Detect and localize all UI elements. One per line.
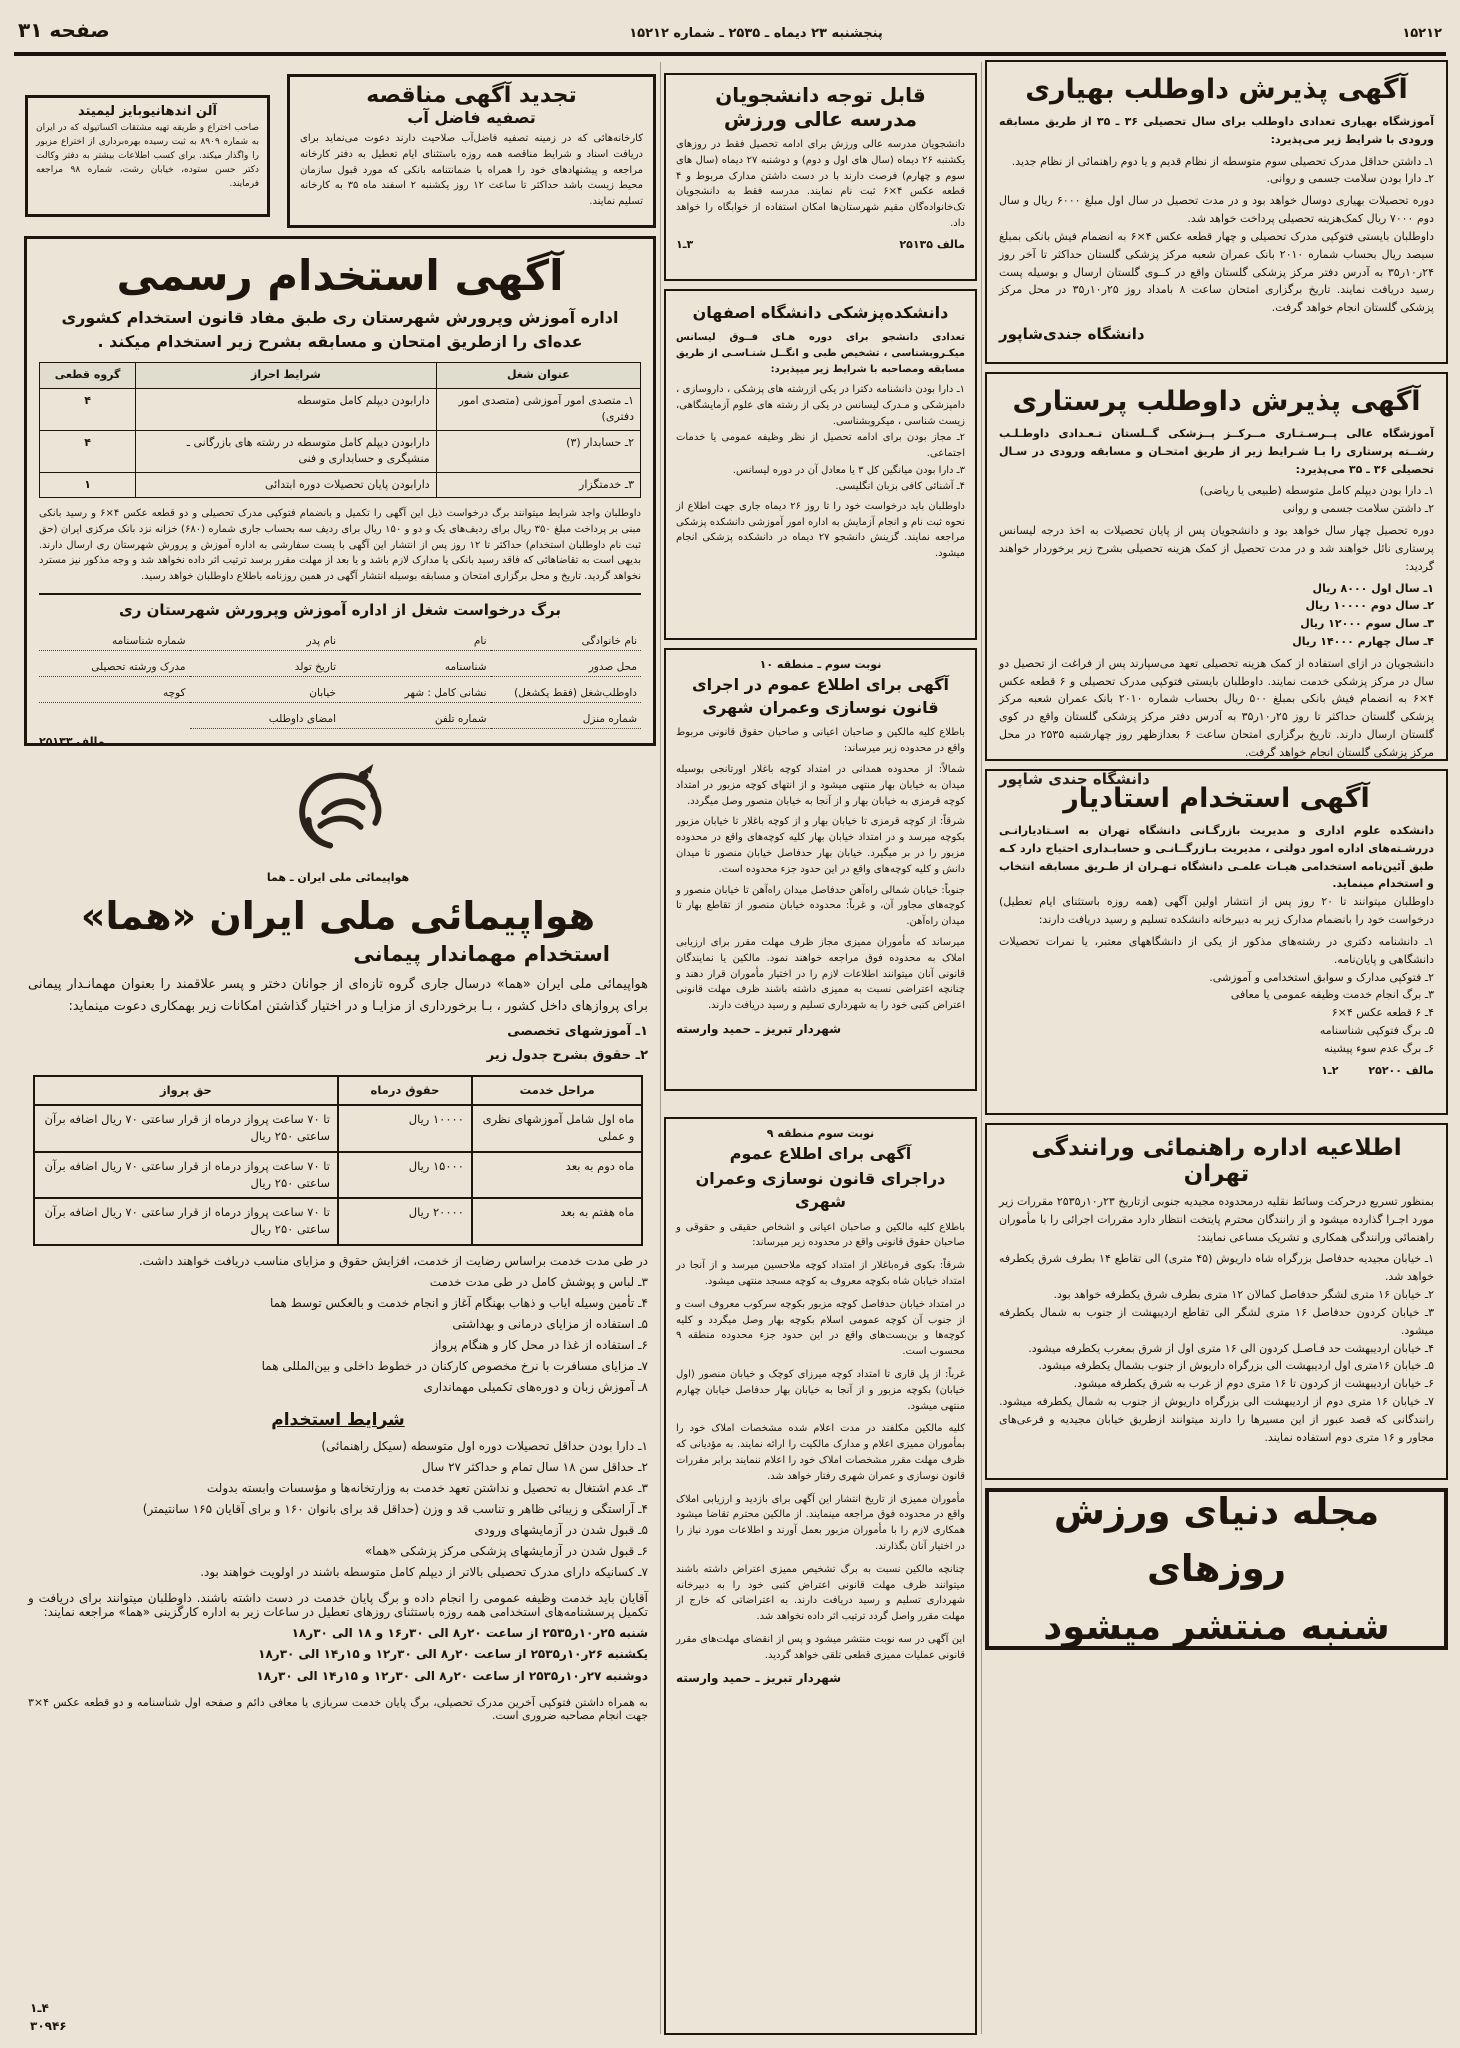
condition-item: ۵ـ قبول شدن در آزمایشهای ورودی xyxy=(474,1522,648,1537)
condition-list xyxy=(676,382,965,495)
ad-paragraph: دانشکده علوم اداری و مدیریت بازرگـانی دانشگاه تهران به اسـتادیارانـی دررشـته‌های اداره امور دولتی ، مدیریت بـازرگــانـی و حسابـداری احتیاج دارد کـه طبق آئین‌نامه استخدامی هیـات علمـی دانشگاه تـهـران از طـریق مسابقه انتخاب و استخدام مینماید. xyxy=(999,824,1434,891)
document-item: ۴ـ ۶ قطعه عکس ۴×۶ xyxy=(1331,1006,1434,1020)
ad-intro: آموزشگاه بهیاری تعدادی داوطلب برای سال تحصیلی ۳۶ ـ ۳۵ از طریق مسابقه ورودی با شرایط زیر می‌پذیرد: xyxy=(999,115,1434,146)
lead-benefit-item: ۲ـ حقوق بشرح جدول زیر xyxy=(486,1047,648,1063)
ad-body: کارخانه‌هائی که در زمینه تصفیه فاضل‌آب صلاحیت دارند دعوت می‌نماید برای دریافت اسناد و شرایط مناقصه همه روزه باستثنای ایام تعطیل به دفتر کارخانه مراجعه و پیشنهادهای خود را همراه با ضمانتنامه بانکی که مورد قبول سازمان محیط زیست باشد حداکثر تا ساعت ۱۲ روز یکشنبه ۲ اسفند ماه ۳۵ به کارخانه تسلیم نمایند. xyxy=(300,133,643,208)
benefit-item: ۷ـ مزایای مسافرت با نرخ مخصوص کارکنان در خطوط داخلی و بین‌المللی هما xyxy=(261,1358,648,1373)
condition-item: ۱ـ دارا بودن دیپلم کامل متوسطه (طبیعی یا ریاضی) xyxy=(1199,484,1434,498)
ad-title: آگهی پذیرش داوطلب پرستاری xyxy=(1012,386,1421,417)
ad-paragraph: غرباً: از پل قاری تا امتداد کوچه میرزای کوچک و خیابان منصور (اول خیابان) بکوچه مزبور و از آنجا به خیابان بهار حدفاصل خیابان چهارم منتهی میشود. xyxy=(676,1368,965,1412)
document-item: ۶ـ برگ عدم سوء پیشینه xyxy=(1323,1041,1434,1055)
salary-table-head xyxy=(34,1076,643,1105)
ad-paragraph: در طی مدت خدمت براساس رضایت از خدمت، افزایش حقوق و مزایای مناسب دریافت خواهند داشت. xyxy=(138,1253,648,1268)
lead-benefit-item: ۱ـ آموزشهای تخصصی xyxy=(507,1024,648,1040)
issue-number: ۱۵۲۱۲ xyxy=(1402,26,1442,41)
benefit-item: ۵ـ استفاده از مزایای درمانی و بهداشتی xyxy=(452,1316,648,1331)
document-item: ۱ـ دانشنامه دکتری در رشته‌های مذکور از یکی از دانشگاههای معتبر، یا نمرات تحصیلات دانشگاهی و پایان‌نامه. xyxy=(999,934,1434,966)
column-header-job-title: عنوان شغل xyxy=(436,363,640,389)
magazine-line1: مجله دنیای ورزش روزهای xyxy=(1053,1489,1380,1591)
ad-tender-sewage xyxy=(287,74,656,228)
ad-paragraph: باطلاع کلیه مالکین و صاحبان اعیانی و صاحبان حقوق قانونی مربوط واقع در محدوده زیر میرساند: xyxy=(676,727,965,755)
page-number-label: صفحه ۳۱ xyxy=(18,18,110,42)
document-item: ۳ـ برگ انجام خدمت وظیفه عمومی یا معافی xyxy=(1230,988,1434,1002)
lead-benefit-list xyxy=(20,1018,656,1069)
form-field-label: شماره منزل xyxy=(491,703,642,729)
ad-paragraph: داوطلبان باید درخواست خود را تا روز ۲۶ دیماه جاری جهت اطلاع از نحوه ثبت نام و انجام آزمایش به اداره امور آموزشی دانشکده پزشکی مراجعه نمایند. گزینش دانشجو ۲۷ دیماه در دانشکده پزشکی انجام میشود. xyxy=(676,500,965,560)
ad-paragraph: چنانچه مالکین نسبت به برگ تشخیص ممیزی اعتراض داشته باشند میتوانند ظرف مهلت قانونی اعتراض کتبی خود را به دبیرخانه شهرداری تسلیم و رسید دریافت دارند. به اعتراضاتی که خارج از مهلت مقرر واصل گردد ترتیب اثر داده نخواهد شد. xyxy=(676,1563,965,1623)
ad-signature: شهردار تبریز ـ حمید وارسته xyxy=(676,1021,841,1036)
job-requirement-cell: دارابودن دیپلم کامل متوسطه xyxy=(136,388,437,430)
benefit-item: ۶ـ استفاده از غذا در محل کار و هنگام پرواز xyxy=(432,1337,648,1352)
condition-item: ۲ـ حداقل سن ۱۸ سال تمام و حداکثر ۲۷ سال xyxy=(421,1459,648,1474)
ad-subtitle: استخدام مهماندار پیمانی xyxy=(353,942,610,966)
ad-subtitle-line2: عده‌ای را ازطریق امتحان و مسابقه بشرح زیر استخدام میکند . xyxy=(97,332,583,351)
condition-item: ۱ـ دارا بودن حداقل تحصیلات دوره اول متوسطه (سیکل راهنمائی) xyxy=(321,1438,648,1453)
ad-ref-code: مالف ۲۵۲۰۰ xyxy=(1368,1063,1434,1077)
ad-sports-magazine xyxy=(985,1488,1448,1650)
ad-title-line1: آگهی برای اطلاع عموم xyxy=(729,1144,912,1163)
dateline: پنجشنبه ۲۳ دیماه ـ ۲۵۳۵ ـ شماره ۱۵۲۱۲ xyxy=(629,26,883,41)
iranair-logo-caption: هواپیمائی ملی ایران ـ هما xyxy=(266,871,410,884)
form-field-label: نام xyxy=(340,625,491,651)
form-field-label: نام خانوادگی xyxy=(491,625,642,651)
form-field-label: مدرک ورشته تحصیلی xyxy=(39,651,190,677)
salary-cell: ۲۰۰۰۰ ریال xyxy=(338,1198,472,1245)
ad-paragraph: داوطلبان واجد شرایط میتوانند برگ درخواست ذیل این آگهی را تکمیل و بانضمام فتوکپی مدرک تحصیلی و دو قطعه عکس ۴×۶ و رسید بانکی مبنی بر پرداخت مبلغ ۳۵۰ ریال برای ردیف‌های یک و دو و ۱۵۰ ریال برای ردیف سه بحساب جاری شماره (۶۸۰) خزانه نزد بانک مرکزی ایران (حق ثبت نام داوطلبان استخدام) حداکثر تا ۱۲ روز پس از انتشار این آگهی با پست سفارشی به اداره آموزش و پرورش شهرستان ری ارسال دارند. بدیهی است به تقاضاهائی که فاقد رسید بانکی یا مدارک لازم باشد و یا بعد از مهلت مقرر برسد ترتیب اثر داده نخواهد شد و وجه مذکور نیز مسترد نخواهد گردید. تاریخ و محل برگزاری امتحان و مسابقه بوسیله انتشار آگهی در همین روزنامه باطلاع داوطلبان خواهد رسید. xyxy=(39,508,641,583)
ad-intro: تعدادی دانشجو برای دوره هـای فــوق لیسانس میکـروبشناسی ، تشخیص طبی و انگــل شنـاسـی از طریق مسابقه ومصاحبه با شرایط زیر میپذیرد: xyxy=(676,332,965,375)
ad-ref-code: مالف ۲۵۱۳۳ xyxy=(39,734,105,748)
ad-paragraph: شمالاً: از محدوده همدانی در امتداد کوچه باغلار اورتانجی بوسیله میدان به خیابان بهار منتهی میشود و از انتهای کوچه مزبور در امتداد کوچه قرمزی به خیابان بهار و از آنجا به خیابان منصور وصل میگردد. xyxy=(676,763,965,807)
flightpay-cell: تا ۷۰ ساعت پرواز درماه از قرار ساعتی ۷۰ ریال اضافه برآن ساعتی ۲۵۰ ریال xyxy=(34,1105,338,1152)
conditions-heading: شرایط استخدام xyxy=(271,1409,405,1430)
stage-cell: ماه دوم به بعد xyxy=(472,1152,642,1199)
ad-signature: شهردار تبریز ـ حمید وارسته xyxy=(676,1671,841,1686)
ad-paragraph: دانشجویان در ازای استفاده از کمک هزینه تحصیلی تعهد می‌سپارند پس از فراغت از تحصیل دو سال در مرکز پزشکی خدمت نمایند. داوطلبان بایستی فتوکپی مدرک تحصیلی و ۶ قطعه عکس ۴×۶ به انضمام فیش بانکی بمبلغ ۵۰۰ ریال بحساب شماره ۲۰۱۰ بانک عمران شعبه مرکز پزشکی گلستان حداکثر تا روز ۲۵ر۱۰ر۳۵ به آدرس دفتر مرکز پزشکی گلستان واقع در کوی گلستان ارسال دارند. تاریخ برگزاری امتحان ساعت ۶ بعدازظهر روز چهارشنبه ۲۵۳۵ در محل مرکز پزشکی گلستان انجام خواهد گرفت. xyxy=(999,656,1435,759)
jobs-table-head xyxy=(40,363,641,389)
schedule-list xyxy=(20,1621,656,1690)
form-field-label: شماره شناسنامه xyxy=(39,625,190,651)
ad-title: آگهی برای اطلاع عموم در اجرای قانون نوسازی وعمران شهری xyxy=(691,675,950,718)
ad-subtitle: تصفیه فاضل آب xyxy=(407,108,536,127)
ad-title: آگهی استخدام رسمی xyxy=(116,251,564,300)
flightpay-cell: تا ۷۰ ساعت پرواز درماه از قرار ساعتی ۷۰ ریال اضافه برآن ساعتی ۲۵۰ ریال xyxy=(34,1198,338,1245)
ad-body xyxy=(676,1220,965,1664)
form-field-label: امضای داوطلب xyxy=(190,703,341,729)
form-field-label: کوچه xyxy=(39,677,190,703)
job-grade-cell: ۴ xyxy=(40,388,136,430)
street-rule-item: ۴ـ خیابان اردیبهشت حد فـاصـل کردون الی ۱۶ متری اول از شرق بمغرب یکطرفه میشود. xyxy=(1028,1341,1434,1355)
column-header-salary: حقوق درماه xyxy=(338,1076,472,1105)
jobs-table-body xyxy=(40,388,641,498)
condition-item: ۲ـ دارا بودن سلامت جسمی و روانی. xyxy=(1266,172,1434,186)
schedule-line: دوشنبه ۲۷ر۱۰ر۲۵۳۵ از ساعت ۲۰ر۸ الی ۳۰ر۱۲ و ۱۵ر۱۴ الی ۳۰ر۱۸ xyxy=(256,1668,648,1683)
ad-ref-code: ۳۰۹۴۶ xyxy=(30,2019,67,2033)
ad-subtitle: مدرسه عالی ورزش xyxy=(723,107,918,131)
ad-nursing-admission xyxy=(985,372,1448,788)
ad-paragraph: شرقاً: از کوچه قرمزی تا خیابان بهار و از کوچه باغلار تا خیابان مزبور بکوچه میرسد و در امتداد خیابان بهار کلیه کوچه‌های واقع در محدوده مزبور را در بر میگیرد. خیابان بهار حدفاصل خیابان منصور تا میدان دانش و کلیه کوچه‌های واقع در این حدود جزء محدوده است. xyxy=(676,816,965,875)
benefit-list xyxy=(20,1270,656,1400)
stipend-item: ۲ـ سال دوم ۱۰۰۰۰ ریال xyxy=(1305,599,1434,613)
job-title-cell: ۲ـ حسابدار (۳) xyxy=(436,430,640,472)
form-field-label: شماره تلفن xyxy=(340,703,491,729)
condition-item: ۴ـ آراستگی و زیبائی ظاهر و تناسب قد و وزن (حداقل قد برای بانوان ۱۶۰ و برای آقایان ۱۶۵ سانتیمتر) xyxy=(142,1501,648,1516)
form-field-label: داوطلب‌شغل (فقط یکشغل) xyxy=(491,677,642,703)
ad-paragraph: جنوباً: خیابان شمالی راه‌آهن حدفاصل میدان راه‌آهن تا خیابان منصور و کوچه‌های مجاور آن، و غرباً: محدوده خیابان منصور از تقاطع بهار تا میدان راه‌آهن. xyxy=(676,884,965,928)
document-list xyxy=(999,933,1434,1058)
ad-ref-code: مالف ۲۵۱۳۵ xyxy=(899,237,965,251)
ad-kicker: نوبت سوم منطقه ۹ xyxy=(766,1127,875,1140)
iranair-content xyxy=(20,759,656,2039)
condition-item: ۱ـ دارا بودن دانشنامه دکترا در یکی ازرشته های پزشکی ، داروسازی ، دامپزشکی و مـدرک لیسانس در یکی از رشته های علوم آزمایشگاهی، زیست شناسی ، میکروبشناسی. xyxy=(676,383,965,427)
table-row xyxy=(40,388,641,430)
salary-cell: ۱۵۰۰۰ ریال xyxy=(338,1152,472,1199)
ad-footer xyxy=(30,1999,67,2035)
ad-footer xyxy=(999,1064,1434,1077)
benefit-item: ۴ـ تأمین وسیله ایاب و ذهاب بهنگام آغاز و انجام خدمت و بالعکس توسط هما xyxy=(269,1295,648,1310)
column-header-stage: مراحل خدمت xyxy=(472,1076,642,1105)
street-rule-item: ۷ـ خیابان ۱۶ متری دوم از اردیبهشت الی بزرگراه داریوش از جنوب به شمال یکطرفه میشود. رانندگانی که قصد عبور از این مسیرها را دارند میتوانند ازطریق خیابان مجیدیه و فرعی‌های مجاور و ۱۶ متری دوم استفاده نمایند. xyxy=(999,1394,1434,1444)
job-requirement-cell: دارابودن پایان تحصیلات دوره ابتدائی xyxy=(136,472,437,498)
ad-iranair-recruitment xyxy=(20,753,656,2033)
benefit-item: ۳ـ لباس و پوشش کامل در طی مدت خدمت xyxy=(429,1274,648,1289)
condition-item: ۶ـ قبول شدن در آزمایشهای پزشکی مرکز پزشکی «هما» xyxy=(364,1543,648,1558)
condition-item: ۲ـ داشتن سلامت جسمی و روانی xyxy=(1282,502,1434,516)
condition-item: ۳ـ عدم اشتغال به تحصیل و نداشتن تعهد خدمت به وزارتخانه‌ها و مؤسسات وابسته بدولت xyxy=(206,1480,648,1495)
ad-note: به همراه داشتن فتوکپی آخرین مدرک تحصیلی، برگ پایان خدمت سربازی یا معافی دائم و صفحه اول شناسنامه و دو قطعه عکس ۴×۳ جهت انجام مصاحبه ضروری است. xyxy=(28,1695,648,1722)
condition-list xyxy=(999,482,1434,518)
ad-title: آگهی استخدام استادیار xyxy=(1063,783,1370,814)
ad-behyari-admission xyxy=(985,60,1448,364)
job-grade-cell: ۴ xyxy=(40,430,136,472)
ad-patent-alan xyxy=(25,95,270,217)
ad-paragraph: شرقاً: بکوی قره‌باغلار از امتداد کوچه ملاحسین میرسد و از آنجا در امتداد خیابان شاه بکوچه معروف به کوچه مسجد منتهی میشود. xyxy=(676,1260,965,1287)
salary-table-body xyxy=(34,1105,643,1245)
condition-item: ۱ـ داشتن حداقل مدرک تحصیلی سوم متوسطه از نظام قدیم و یا دوم راهنمائی از نظام جدید. xyxy=(1011,154,1434,168)
condition-item: ۲ـ مجاز بودن برای ادامه تحصیل از نظر وظیفه عمومی یا خدمات اجتماعی. xyxy=(676,432,965,460)
header-rule xyxy=(14,52,1446,56)
street-rule-item: ۵ـ خیابان ۱۶متری اول اردیبهشت الی بزرگراه داریوش از جنوب بشمال یکطرفه میشود. xyxy=(1038,1359,1434,1373)
ad-isfahan-medical xyxy=(664,289,977,640)
ad-paragraph: داوطلبان میتوانند تا ۲۰ روز پس از انتشار اولین آگهی (همه روزه باستثنای ایام تعطیل) درخواست خود را بانضمام مدارک زیر به دبیرخانه دانشکده تسلیم و رسید دریافت دارند: xyxy=(999,895,1434,927)
ad-paragraph: در امتداد خیابان حدفاصل کوچه مزبور بکوچه سرکوب معروف است و از جنوب آن کوچه عمومی اسلام بکوچه بهار وصل میگردد و کلیه کوچه‌ها و بن‌بست‌های واقع در این حدود جزء محدوده منطقه ۹ محسوب است. xyxy=(676,1298,965,1358)
ad-footer xyxy=(39,735,641,748)
form-field-label: نشانی کامل : شهر xyxy=(340,677,491,703)
flightpay-cell: تا ۷۰ ساعت پرواز درماه از قرار ساعتی ۷۰ ریال اضافه برآن ساعتی ۲۵۰ ریال xyxy=(34,1152,338,1199)
stipend-item: ۳ـ سال سوم ۱۲۰۰۰ ریال xyxy=(1300,617,1434,631)
apply-paragraph: آقایان باید خدمت وظیفه عمومی را انجام داده و برگ پایان خدمت در دست داشته باشند. داوطلبان میتوانند برای دریافت و تکمیل پرسشنامه‌های استخدامی همه روزه باستثنای روزهای تعطیل در ساعات زیر به اداره کارگزینی «هما» مراجعه نمایند: xyxy=(28,1590,648,1619)
ad-series-code: ۲ـ۱ xyxy=(1321,1063,1339,1077)
document-item: ۵ـ برگ فتوکپی شناسنامه xyxy=(1319,1023,1434,1037)
request-form-heading: برگ درخواست شغل از اداره آموزش وپرورش شهرستان ری xyxy=(39,593,641,619)
stage-cell: ماه هفتم به بعد xyxy=(472,1198,642,1245)
stipend-item: ۴ـ سال چهارم ۱۴۰۰۰ ریال xyxy=(1292,634,1434,648)
ad-official-employment xyxy=(24,236,656,746)
column-header-requirements: شرایط احراز xyxy=(136,363,437,389)
stage-cell: ماه اول شامل آموزشهای نظری و عملی xyxy=(472,1105,642,1152)
street-rule-item: ۱ـ خیابان مجیدیه حدفاصل بزرگراه شاه داریوش (۴۵ متری) الی تقاطع ۱۴ بطرف شرق یکطرفه خواهد شد. xyxy=(999,1252,1434,1284)
stipend-list xyxy=(999,580,1434,651)
table-row xyxy=(34,1105,643,1152)
ad-paragraph: میرساند که مأموران ممیزی مجاز ظرف مهلت مقرر برای ارزیابی املاک به محدوده فوق مراجعه خواهند نمود. مالکین یا نمایندگان قانونی آنان میتوانند اطلاعات لازم را در اختیار مأموران قرار دهند و چنانچه اعتراضی نسبت به ممیزی داشته باشند ظرف مهلت قانونی اعتراض کتبی خود را به شهرداری تسلیم و رسید دریافت دارند. xyxy=(676,936,965,1012)
column-rule xyxy=(981,62,982,2034)
ad-paragraph: دوره تحصیل چهار سال خواهد بود و دانشجویان پس از پایان تحصیلات به اخذ درجه لیسانس پرستاری نائل خواهند شد و در مدت تحصیل از کمک هزینه تحصیلی بشرح زیر برخوردار خواهند گردید: xyxy=(999,524,1434,573)
salary-cell: ۱۰۰۰۰ ریال xyxy=(338,1105,472,1152)
ad-sports-school-notice xyxy=(664,73,977,281)
street-rule-item: ۲ـ خیابان ۱۶ متری لشگر حدفاصل کمالان ۱۲ متری بطرف شرق یکطرفه خواهد بود. xyxy=(1053,1288,1434,1302)
table-row xyxy=(40,472,641,498)
ad-public-notice-region10 xyxy=(664,648,977,1091)
ad-subtitle-line1: اداره آموزش وپرورش شهرستان ری طبق مفاد قانون استخدام کشوری xyxy=(61,308,619,327)
schedule-line: یکشنبه ۲۶ر۱۰ر۲۵۳۵ از ساعت ۲۰ر۸ الی ۳۰ر۱۲ و ۱۵ر۱۴ الی ۳۰ر۱۸ xyxy=(258,1647,648,1662)
job-title-cell: ۱ـ متصدی امور آموزشی (متصدی امور دفتری) xyxy=(436,388,640,430)
page-header xyxy=(18,18,1442,48)
ad-traffic-notice xyxy=(985,1123,1448,1480)
benefit-item: ۸ـ آموزش زبان و دوره‌های تکمیلی مهمانداری xyxy=(423,1379,648,1394)
salary-table xyxy=(33,1075,644,1246)
form-field-label: شناسنامه xyxy=(340,651,491,677)
ad-kicker: نوبت سوم ـ منطقه ۱۰ xyxy=(759,658,882,671)
ad-paragraph: باطلاع کلیه مالکین و صاحبان اعیانی و اشخاص حقیقی و حقوقی و صاحبان حقوق قانونی واقع در محدوده زیر میرساند: xyxy=(676,1221,965,1249)
stipend-item: ۱ـ سال اول ۸۰۰۰ ریال xyxy=(1312,581,1434,595)
column-header-flightpay: حق پرواز xyxy=(34,1076,338,1105)
condition-item: ۳ـ دارا بودن میانگین کل ۳ یا معادل آن در دوره لیسانس. xyxy=(732,464,965,476)
magazine-line2: شنبه منتشر میشود xyxy=(1043,1604,1390,1648)
table-row xyxy=(34,1198,643,1245)
ad-title-line2: دراجرای قانون نوسازی وعمران شهری xyxy=(695,1169,946,1212)
ad-title: آگهی پذیرش داوطلب بهیاری xyxy=(1025,74,1408,105)
ad-series-code: ۴ـ۱ xyxy=(30,2001,49,2015)
ad-assistant-professor xyxy=(985,769,1448,1115)
ad-signature: دانشگاه جندی شاپور xyxy=(999,769,1150,788)
jobs-table xyxy=(39,362,641,498)
column-header-grade: گروه قطعی xyxy=(40,363,136,389)
conditions-list xyxy=(20,1434,656,1585)
ad-title: قابل توجه دانشجویان xyxy=(715,83,926,107)
street-rule-item: ۶ـ خیابان اردیبهشت از کردون تا ۱۶ متری دوم از غرب به شرق یکطرفه میشود. xyxy=(1073,1377,1434,1391)
ad-body: دانشجویان مدرسه عالی ورزش برای ادامه تحصیل فقط در روزهای یکشنبه ۲۶ دیماه (سال های اول و دوم) و دوشنبه ۲۷ دیماه (سال های سوم و چهارم) فرصت دارند با در دست داشتن مدارک مربوط و ۴ قطعه عکس ۴×۶ ثبت نام نمایند. مدرسه فقط به دانشجویان تک‌خانواده‌گان مقیم شهرستان‌ها امکان استفاده از خوابگاه را خواهد داد. xyxy=(676,139,965,229)
ad-title: هواپیمائی ملی ایران «هما» xyxy=(80,894,596,938)
street-rule-item: ۳ـ خیابان کردون حدفاصل ۱۶ متری لشگر الی تقاطع اردیبهشت از جنوب به شمال یکطرفه میشود. xyxy=(999,1305,1435,1337)
schedule-line: شنبه ۲۵ر۱۰ر۲۵۳۵ از ساعت ۲۰ر۸ الی ۳۰ر۱۶ و ۱۸ الی ۳۰ر۱۸ xyxy=(291,1625,648,1640)
ad-public-notice-region9 xyxy=(664,1117,977,2035)
ad-paragraph: دوره تحصیلات بهیاری دوسال خواهد بود و در مدت تحصیل در سال اول مبلغ ۶۰۰۰ ریال و سال دوم ۷۰۰۰ ریال کمک‌هزینه تحصیلی پرداخت خواهد شد. xyxy=(999,194,1434,226)
ad-paragraph: این آگهی در سه نوبت منتشر میشود و پس از انقضای مهلت‌های مقرر قانونی عملیات ممیزی قطعی تلقی خواهد گردید. xyxy=(676,1633,965,1661)
ad-paragraph: داوطلبان بایستی فتوکپی مدرک تحصیلی و چهار قطعه عکس ۴×۶ به انضمام فیش بانکی بمبلغ سیصد ریال بحساب شماره ۲۰۱۰ بانک عمران شعبه مرکز پزشکی گلستان حداکثر تا آخر روز ۲۴ر۱۰ر۳۵ به آدرس دفتر مرکز پزشکی گلستان واقع در کــوی گلستان ارسال و بوسیله پست رسید دریافت نمایند. تاریخ برگزاری امتحان ساعت ۸ بامداد روز ۲۵ر۱۰ر۳۵ در محل مرکز پزشکی گلستان انجام خواهد گرفت. xyxy=(999,229,1434,315)
ad-body: صاحب اختراع و طریقه تهیه مشتقات اکساتیوله که در ایران به شماره ۸۹۰۹ به ثبت رسیده بهره‌برداری از اختراع مزبور را واگذار میکند. برای کسب اطلاعات بیشتر به دفتر وکالت دکتر حسن ستوده، خیابان رشت، شماره ۹۸ مراجعه فرمایند. xyxy=(36,123,259,189)
ad-title: آلن اندهانیوبایز لیمیتد xyxy=(78,104,217,119)
job-requirement-cell: دارابودن دیپلم کامل متوسطه در رشته های بازرگانی ـ منشیگری و حسابداری و فنی xyxy=(136,430,437,472)
table-row xyxy=(40,430,641,472)
job-title-cell: ۳ـ خدمتگزار xyxy=(436,472,640,498)
condition-item: ۷ـ کسانیکه دارای مدرک تحصیلی بالاتر از دیپلم کامل متوسطه باشند در اولویت خواهند بود. xyxy=(200,1564,648,1579)
document-item: ۲ـ فتوکپی مدارک و سوابق استخدامی و آموزشی. xyxy=(1209,970,1434,984)
street-rule-list xyxy=(999,1250,1434,1446)
ad-series-code: ۳ـ۱ xyxy=(676,237,694,251)
ad-title: اطلاعیه اداره راهنمائی ورانندگی تهران xyxy=(1031,1135,1402,1187)
column-rule xyxy=(660,62,661,2034)
ad-footer xyxy=(676,238,965,251)
ad-intro: هواپیمائی ملی ایران «هما» درسال جاری گروه تازه‌ای از جوانان دختر و پسر علاقمند را بعنوان مهمانـدار پیمانی برای پروازهای داخل کشور ، بـا برخورداری از مزایـا و در اختیار گذاشتن امکانات زیر بهمکاری دعوت مینماید: xyxy=(28,977,648,1015)
form-field-label: محل صدور xyxy=(491,651,642,677)
form-field-label: نام پدر xyxy=(190,625,341,651)
ad-signature: دانشگاه جندی‌شاپور xyxy=(999,324,1145,343)
ad-paragraph: کلیه مالکین مکلفند در مدت اعلام شده مشخصات املاک خود را بمأموران ممیزی اعلام و مدارک مالکیت را ارائه نمایند. به مؤدیانی که ظرف مهلت مقرر مشخصات املاک خود را اعلام ننمایند برابر مقررات قانون نوسازی و عمران شهری رفتار خواهد شد. xyxy=(676,1423,965,1482)
table-row xyxy=(34,1152,643,1199)
condition-list xyxy=(999,153,1434,189)
ad-title: تجدید آگهی مناقصه xyxy=(366,83,577,108)
ad-paragraph: مأموران ممیزی از تاریخ انتشار این آگهی برای بازدید و ارزیابی املاک واقع در محدوده فوق مراجعه مینمایند. از مالکین محترم تقاضا میشود همکاری لازم را با مأموران مزبور بعمل آورند و اطلاعات مورد نیاز را در اختیار آنان بگذارند. xyxy=(676,1493,965,1552)
homa-bird-icon xyxy=(20,759,656,884)
condition-item: ۴ـ آشنائی کافی بزبان انگلیسی. xyxy=(835,480,965,492)
ad-intro: بمنظور تسریع درحرکت وسائط نقلیه درمحدوده مجیدیه جنوبی ازتاریخ ۲۳ر۱۰ر۲۵۳۵ مقررات زیر مورد اجـرا گذارده میشود و از رانندگان محترم پایتخت انتظار دارد مقررات اجرائی را با مأموران راهنمائی ورانندگی همکاری و تشریک مساعی نمایند: xyxy=(999,1195,1434,1244)
form-field-label: تاریخ تولد xyxy=(190,651,341,677)
ad-body xyxy=(676,725,965,1014)
ad-title: دانشکده‌پزشکی دانشگاه اصفهان xyxy=(692,303,949,322)
form-field-label: خیابان xyxy=(190,677,341,703)
request-form-grid xyxy=(39,625,641,729)
job-grade-cell: ۱ xyxy=(40,472,136,498)
ad-intro: آموزشگاه عالی پــرسـتـاری مــرکــز پــزشکی گــلستان تـعـدادی داوطـلـب رشــته پرستاری را بـا شـرایط زیر از طریق امتحـان و مسابقه ورودی در سـال تحصیلی ۳۶ ـ ۳۵ می‌پذیرد: xyxy=(999,427,1434,476)
